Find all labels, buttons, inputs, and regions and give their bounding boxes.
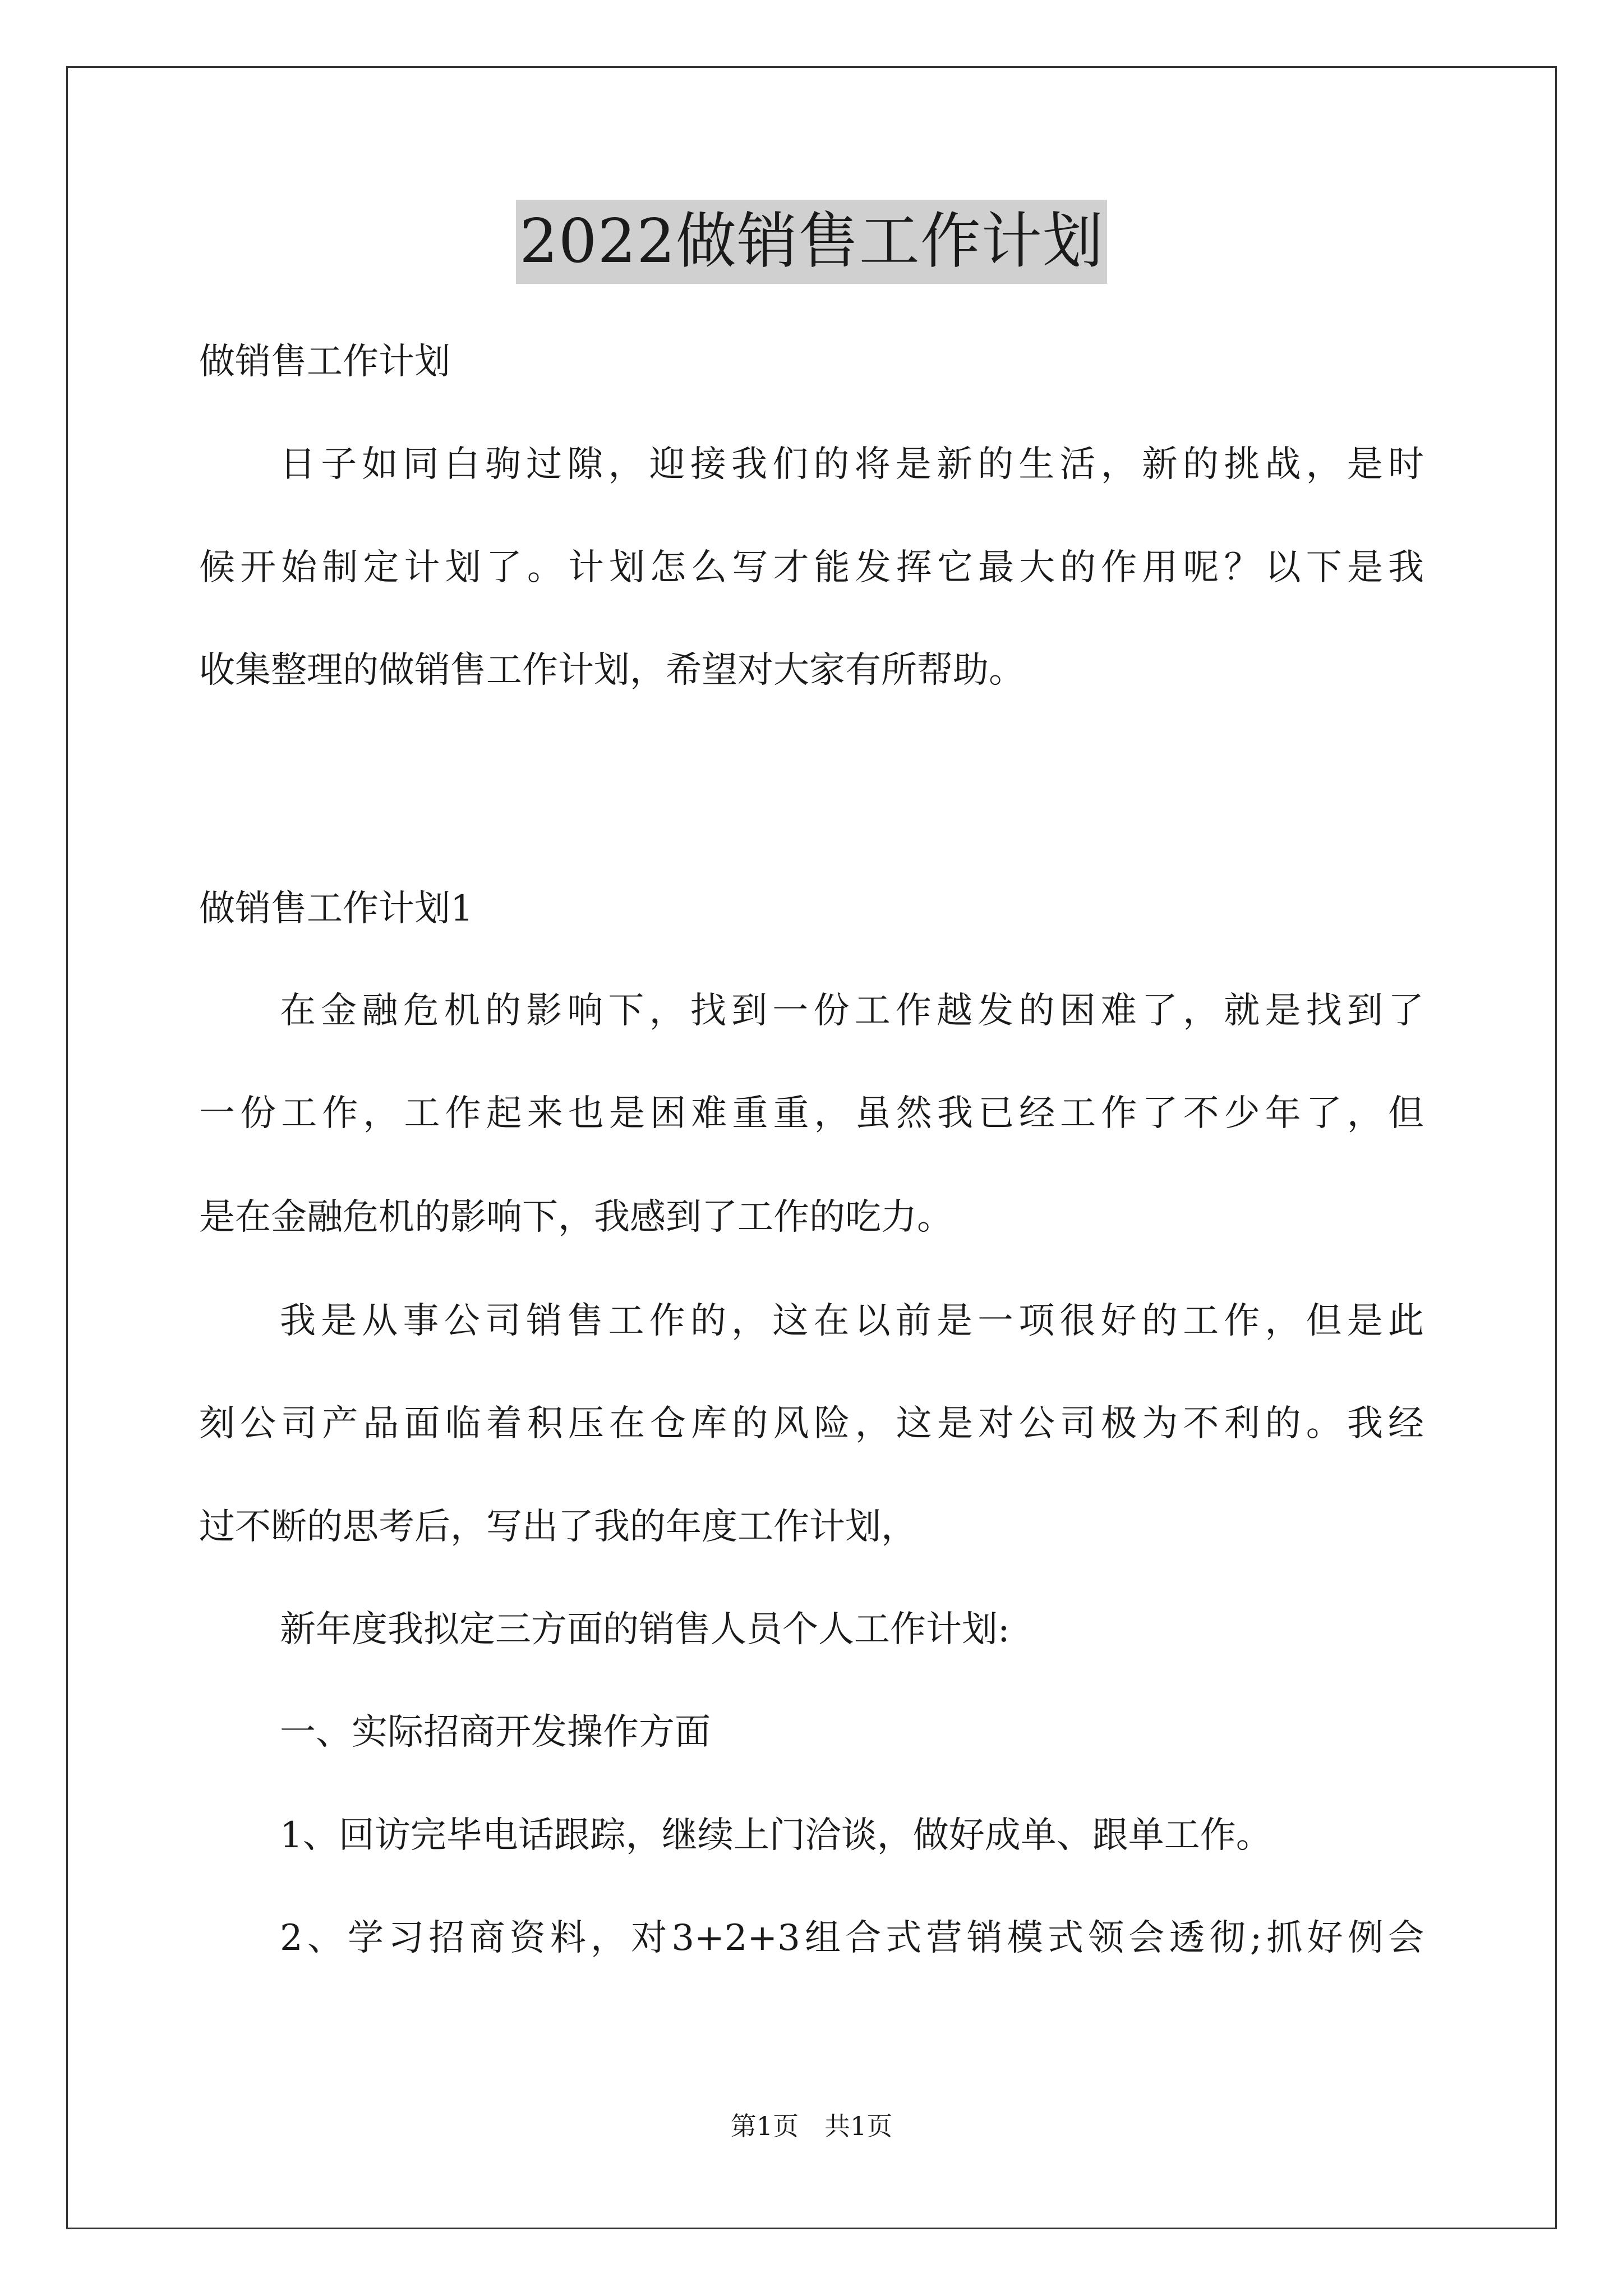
title-container [0, 200, 1623, 284]
para1-line-3: 是在金融危机的影响下，我感到了工作的吃力。 [199, 1197, 953, 1238]
intro-line-3: 收集整理的做销售工作计划，希望对大家有所帮助。 [199, 650, 1025, 691]
item-heading: 一、实际招商开发操作方面 [280, 1711, 711, 1753]
page-footer: 第1页 共1页 [730, 2111, 893, 2141]
list-item-2: 2、学习招商资料，对3+2+3组合式营销模式领会透彻;抓好例会 [280, 1917, 1424, 1959]
para3: 新年度我拟定三方面的销售人员个人工作计划: [280, 1609, 1010, 1650]
section-heading: 做销售工作计划1 [199, 888, 473, 930]
document-title: 2022做销售工作计划 [516, 200, 1107, 284]
list-item-1: 1、回访完毕电话跟踪，继续上门洽谈，做好成单、跟单工作。 [280, 1815, 1272, 1856]
intro-line-1: 日子如同白驹过隙，迎接我们的将是新的生活，新的挑战，是时 [280, 444, 1424, 485]
para2-line-1: 我是从事公司销售工作的，这在以前是一项很好的工作，但是此 [280, 1300, 1424, 1342]
page-border [66, 66, 1557, 2229]
para1-line-1: 在金融危机的影响下，找到一份工作越发的困难了，就是找到了 [280, 990, 1424, 1032]
intro-line-2: 候开始制定计划了。计划怎么写才能发挥它最大的作用呢？以下是我 [199, 547, 1424, 588]
subtitle: 做销售工作计划 [199, 341, 450, 383]
para2-line-2: 刻公司产品面临着积压在仓库的风险，这是对公司极为不利的。我经 [199, 1403, 1424, 1444]
para2-line-3: 过不断的思考后，写出了我的年度工作计划， [199, 1506, 917, 1548]
para1-line-2: 一份工作，工作起来也是困难重重，虽然我已经工作了不少年了，但 [199, 1093, 1424, 1134]
